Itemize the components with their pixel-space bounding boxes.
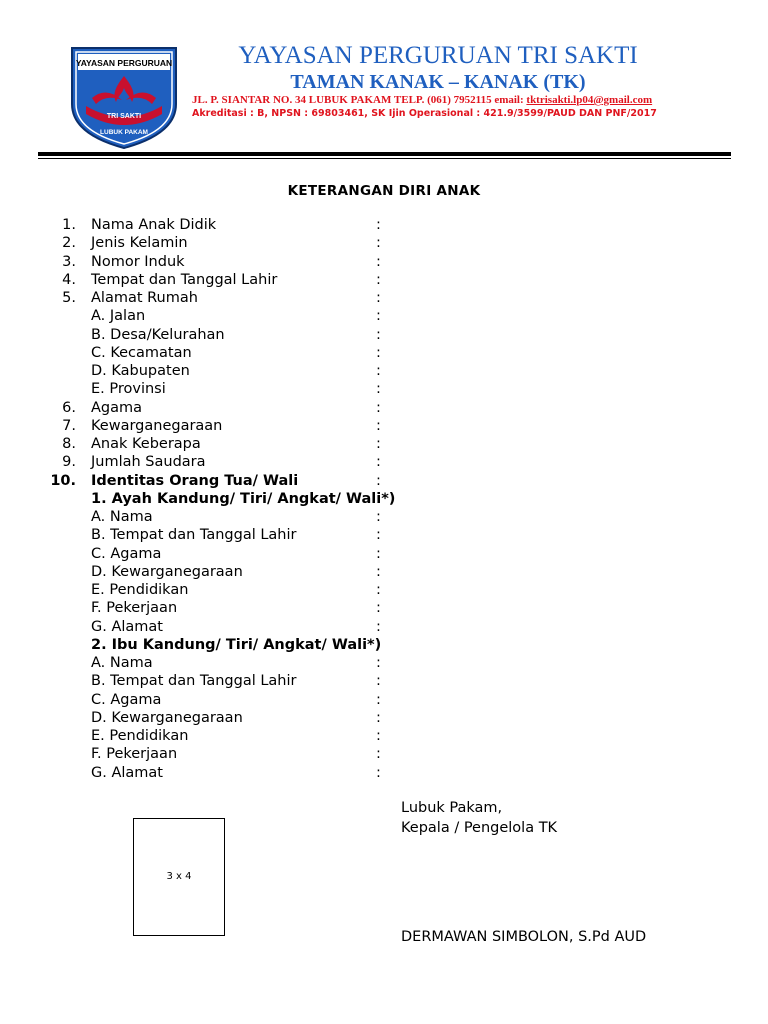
form-row <box>0 691 768 709</box>
row-number: 5. <box>62 290 76 306</box>
row-label: 1. Ayah Kandung/ Tiri/ Angkat/ Wali*) <box>91 490 396 507</box>
school-name: TAMAN KANAK – KANAK (TK) <box>290 71 586 93</box>
row-separator: : <box>376 655 381 671</box>
signature-role: Kepala / Pengelola TK <box>401 820 558 836</box>
logo-banner-text: YAYASAN PERGURUAN <box>75 58 173 68</box>
form-row <box>0 672 768 690</box>
row-separator: : <box>376 673 381 690</box>
row-label: Anak Keberapa <box>91 436 201 452</box>
form-row <box>0 307 768 325</box>
row-label: D. Kewarganegaraan <box>91 709 243 726</box>
form-row <box>0 563 768 581</box>
form-row <box>0 709 768 727</box>
row-number: 2. <box>62 235 76 252</box>
row-label: F. Pekerjaan <box>91 746 178 763</box>
row-label: A. Nama <box>91 655 153 671</box>
form-row <box>0 599 768 617</box>
form-row <box>0 362 768 380</box>
form-row <box>0 636 768 654</box>
form-fields <box>0 216 768 782</box>
row-label: E. Provinsi <box>91 381 166 398</box>
row-separator: : <box>376 436 381 452</box>
row-number: 8. <box>62 436 76 452</box>
form-row <box>0 344 768 362</box>
form-row <box>0 289 768 307</box>
row-separator: : <box>376 363 381 379</box>
header-divider <box>38 152 731 156</box>
row-number: 1. <box>62 217 76 233</box>
row-label: F. Pekerjaan <box>91 600 178 617</box>
row-separator: : <box>376 600 381 617</box>
row-separator: : <box>376 764 381 781</box>
row-label: C. Agama <box>91 691 162 708</box>
form-row <box>0 472 768 490</box>
row-separator: : <box>376 618 381 635</box>
logo-bottom-text: LUBUK PAKAM <box>100 129 148 136</box>
row-separator: : <box>376 271 381 288</box>
row-number: 3. <box>62 253 76 270</box>
form-row <box>0 545 768 563</box>
row-label: Tempat dan Tanggal Lahir <box>91 271 278 288</box>
row-separator: : <box>376 235 381 252</box>
form-row <box>0 399 768 417</box>
row-number: 9. <box>62 454 76 471</box>
row-separator: : <box>376 217 381 233</box>
row-label: Kewarganegaraan <box>91 417 223 434</box>
form-row <box>0 618 768 636</box>
form-row <box>0 216 768 234</box>
signature-name: DERMAWAN SIMBOLON, S.Pd AUD <box>401 929 647 945</box>
email-link[interactable]: tktrisakti.lp04@gmail.com <box>526 94 653 106</box>
row-separator: : <box>376 746 381 763</box>
form-row <box>0 453 768 471</box>
row-label: G. Alamat <box>91 618 163 635</box>
row-label: B. Desa/Kelurahan <box>91 326 225 343</box>
form-title: KETERANGAN DIRI ANAK <box>287 183 481 199</box>
row-label: Identitas Orang Tua/ Wali <box>91 472 299 489</box>
form-row <box>0 727 768 745</box>
row-label: G. Alamat <box>91 764 163 781</box>
form-row <box>0 380 768 398</box>
logo-ribbon-text: TRI SAKTI <box>106 113 142 120</box>
row-number: 6. <box>62 399 76 416</box>
form-row <box>0 417 768 435</box>
photo-placeholder <box>133 818 225 936</box>
row-label: Agama <box>91 399 143 416</box>
row-label: Jenis Kelamin <box>91 235 188 252</box>
row-separator: : <box>376 545 381 562</box>
row-label: A. Nama <box>91 509 153 525</box>
accreditation-line: Akreditasi : B, NPSN : 69803461, SK Ijin Operasional : 421.9/3599/PAUD DAN PNF/2017 <box>192 108 657 119</box>
row-number: 10. <box>50 472 76 489</box>
row-separator: : <box>376 417 381 434</box>
row-separator: : <box>376 691 381 708</box>
row-label: D. Kewarganegaraan <box>91 563 243 580</box>
row-label: Jumlah Saudara <box>91 454 206 471</box>
row-separator: : <box>376 326 381 343</box>
row-separator: : <box>376 582 381 598</box>
form-row <box>0 234 768 252</box>
row-label: C. Kecamatan <box>91 344 192 361</box>
row-label: 2. Ibu Kandung/ Tiri/ Angkat/ Wali*) <box>91 636 382 653</box>
form-row <box>0 271 768 289</box>
row-separator: : <box>376 454 381 471</box>
form-row <box>0 490 768 508</box>
photo-size-label: 3 x 4 <box>166 871 192 882</box>
row-separator: : <box>376 527 381 544</box>
row-separator: : <box>376 509 381 525</box>
form-row <box>0 581 768 599</box>
row-separator: : <box>376 308 381 325</box>
row-separator: : <box>376 399 381 416</box>
form-row <box>0 654 768 672</box>
row-label: B. Tempat dan Tanggal Lahir <box>91 527 297 544</box>
row-number: 4. <box>62 271 76 288</box>
row-label: E. Pendidikan <box>91 582 189 598</box>
row-separator: : <box>376 563 381 580</box>
row-label: E. Pendidikan <box>91 728 189 744</box>
row-label: A. Jalan <box>91 308 146 325</box>
org-name: YAYASAN PERGURUAN TRI SAKTI <box>238 42 638 69</box>
form-row <box>0 253 768 271</box>
row-separator: : <box>376 253 381 270</box>
row-separator: : <box>376 344 381 361</box>
row-label: D. Kabupaten <box>91 363 190 379</box>
row-separator: : <box>376 709 381 726</box>
form-row <box>0 435 768 453</box>
header-divider-thin <box>38 158 731 159</box>
row-number: 7. <box>62 417 76 434</box>
form-row <box>0 326 768 344</box>
row-separator: : <box>376 290 381 306</box>
address-text: JL. P. SIANTAR NO. 34 LUBUK PAKAM TELP. (061) 7952115 email: <box>192 94 527 106</box>
row-separator: : <box>376 728 381 744</box>
form-row <box>0 526 768 544</box>
form-row <box>0 764 768 782</box>
address-line <box>192 94 652 106</box>
row-label: B. Tempat dan Tanggal Lahir <box>91 673 297 690</box>
row-label: Alamat Rumah <box>91 290 198 306</box>
row-label: C. Agama <box>91 545 162 562</box>
form-row <box>0 508 768 526</box>
form-row <box>0 745 768 763</box>
school-logo <box>66 42 182 150</box>
row-separator: : <box>376 472 381 489</box>
row-label: Nama Anak Didik <box>91 217 217 233</box>
row-separator: : <box>376 381 381 398</box>
signature-place: Lubuk Pakam, <box>401 800 503 816</box>
row-label: Nomor Induk <box>91 253 185 270</box>
